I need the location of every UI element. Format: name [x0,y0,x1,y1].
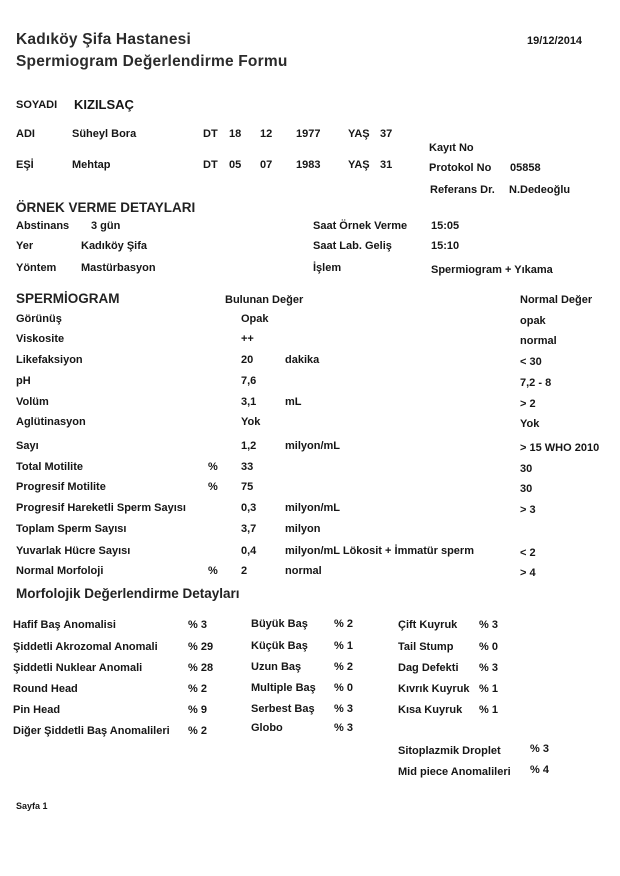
dob-year: 1977 [296,128,321,140]
found-value-header: Bulunan Değer [225,294,304,306]
name-value: Süheyl Bora [72,128,137,140]
morph-col3-label: Dag Defekti [398,662,459,674]
morph-col1-label: Hafif Baş Anomalisi [13,619,116,631]
sperm-row-unit: milyon/mL [285,440,341,452]
morph-extra-value: % 4 [530,764,549,776]
procedure-value: Spermiogram + Yıkama [431,264,553,276]
sperm-row-percent: % [208,461,218,473]
sperm-row-label: Progresif Hareketli Sperm Sayısı [16,502,186,514]
sperm-row-value: 20 [241,354,254,366]
morph-col3-label: Tail Stump [398,641,454,653]
sperm-row-normal: > 3 [520,504,536,516]
morph-col3-label: Kıvrık Kuyruk [398,683,470,695]
sperm-row-unit: normal [285,565,322,577]
morph-col3-value: % 0 [479,641,498,653]
hospital-name: Kadıköy Şifa Hastanesi [16,31,191,48]
sperm-row-label: Total Motilite [16,461,84,473]
sperm-row-label: pH [16,375,31,387]
sperm-row-normal: 7,2 - 8 [520,377,552,389]
sperm-row-unit: milyon/mL Lökosit + İmmatür sperm [285,545,474,557]
sperm-row-normal: opak [520,315,546,327]
spouse-label: EŞİ [16,159,34,171]
morph-col2-label: Uzun Baş [251,661,302,673]
sample-section-title: ÖRNEK VERME DETAYLARI [16,200,196,215]
sperm-row-value: 3,7 [241,523,257,535]
sperm-row-label: Volüm [16,396,49,408]
method-label: Yöntem [16,262,57,274]
lab-time-value: 15:10 [431,240,460,252]
dob-month: 12 [260,128,273,140]
morph-col3-value: % 3 [479,619,498,631]
sperm-row-label: Toplam Sperm Sayısı [16,523,127,535]
normal-value-header: Normal Değer [520,294,593,306]
morph-col1-value: % 2 [188,725,207,737]
morph-col3-label: Çift Kuyruk [398,619,458,631]
spouse-dob-label: DT [203,159,218,171]
morph-col1-label: Şiddetli Akrozomal Anomali [13,641,158,653]
sperm-row-label: Progresif Motilite [16,481,106,493]
sperm-row-normal: normal [520,335,557,347]
sperm-row-label: Görünüş [16,313,62,325]
sperm-row-unit: mL [285,396,302,408]
sperm-row-label: Viskosite [16,333,65,345]
sperm-row-normal: Yok [520,418,540,430]
morph-col2-value: % 3 [334,703,353,715]
morph-col2-value: % 0 [334,682,353,694]
protocol-label: Protokol No [429,162,492,174]
referral-label: Referans Dr. [430,184,495,196]
morph-col1-value: % 3 [188,619,207,631]
sperm-row-normal: 30 [520,483,533,495]
morph-col2-value: % 1 [334,640,353,652]
spouse-dob-year: 1983 [296,159,321,171]
method-value: Mastürbasyon [81,262,156,274]
spouse-age-label: YAŞ [348,159,370,171]
place-label: Yer [16,240,34,252]
sperm-row-value: Opak [241,313,269,325]
procedure-label: İşlem [313,262,342,274]
sperm-row-normal: > 4 [520,567,536,579]
protocol-value: 05858 [510,162,541,174]
sperm-row-normal: < 2 [520,547,536,559]
sperm-row-label: Normal Morfoloji [16,565,104,577]
morph-extra-value: % 3 [530,743,549,755]
sperm-row-value: 7,6 [241,375,257,387]
morph-col1-label: Diğer Şiddetli Baş Anomalileri [13,725,170,737]
abstinence-label: Abstinans [16,220,70,232]
spermiogram-section-title: SPERMİOGRAM [16,291,120,306]
sperm-row-normal: > 2 [520,398,536,410]
sperm-row-label: Sayı [16,440,39,452]
morph-col2-label: Büyük Baş [251,618,308,630]
sperm-row-value: 75 [241,481,254,493]
sperm-row-value: 2 [241,565,248,577]
morph-col1-label: Şiddetli Nuklear Anomali [13,662,143,674]
spouse-dob-month: 07 [260,159,273,171]
sperm-row-unit: dakika [285,354,320,366]
form-title: Spermiogram Değerlendirme Formu [16,53,288,70]
sperm-row-percent: % [208,481,218,493]
morph-col1-value: % 28 [188,662,214,674]
report-date: 19/12/2014 [527,35,583,47]
morph-col2-value: % 2 [334,618,353,630]
sperm-row-value: 3,1 [241,396,257,408]
surname-label: SOYADI [16,99,58,111]
sperm-row-unit: milyon/mL [285,502,341,514]
morph-col2-label: Multiple Baş [251,682,316,694]
sperm-row-value: 0,3 [241,502,257,514]
sperm-row-normal: 30 [520,463,533,475]
spouse-age-value: 31 [380,159,393,171]
morph-col2-value: % 2 [334,661,353,673]
sperm-row-normal: > 15 WHO 2010 [520,442,600,454]
morph-col3-value: % 1 [479,683,498,695]
age-value: 37 [380,128,393,140]
morph-col3-value: % 1 [479,704,498,716]
morph-col2-value: % 3 [334,722,353,734]
record-no-label: Kayıt No [429,142,474,154]
dob-day: 18 [229,128,242,140]
place-value: Kadıköy Şifa [81,240,148,252]
sperm-row-percent: % [208,565,218,577]
morph-col1-label: Pin Head [13,704,61,716]
sperm-row-value: 33 [241,461,254,473]
sample-time-label: Saat Örnek Verme [313,220,408,232]
sperm-row-label: Aglütinasyon [16,416,86,428]
lab-time-label: Saat Lab. Geliş [313,240,392,252]
morph-col3-value: % 3 [479,662,498,674]
morph-col1-label: Round Head [13,683,78,695]
sperm-row-unit: milyon [285,523,321,535]
morph-extra-label: Mid piece Anomalileri [398,766,511,778]
spouse-name: Mehtap [72,159,111,171]
name-label: ADI [16,128,35,140]
dob-label: DT [203,128,218,140]
sperm-row-value: Yok [241,416,261,428]
morph-col1-value: % 2 [188,683,207,695]
morph-col2-label: Globo [251,722,283,734]
morph-col3-label: Kısa Kuyruk [398,704,463,716]
abstinence-value: 3 gün [91,220,121,232]
spouse-dob-day: 05 [229,159,242,171]
sperm-row-value: ++ [241,333,254,345]
morphology-section-title: Morfolojik Değerlendirme Detayları [16,586,240,601]
page-number: Sayfa 1 [16,801,48,811]
morph-col1-value: % 9 [188,704,207,716]
surname-value: KIZILSAÇ [74,97,134,112]
sperm-row-label: Likefaksiyon [16,354,83,366]
sperm-row-normal: < 30 [520,356,542,368]
morph-extra-label: Sitoplazmik Droplet [398,745,501,757]
morph-col1-value: % 29 [188,641,214,653]
sample-time-value: 15:05 [431,220,460,232]
sperm-row-value: 0,4 [241,545,257,557]
sperm-row-value: 1,2 [241,440,257,452]
morph-col2-label: Serbest Baş [251,703,315,715]
sperm-row-label: Yuvarlak Hücre Sayısı [16,545,131,557]
morph-col2-label: Küçük Baş [251,640,308,652]
referral-doctor: N.Dedeoğlu [509,184,571,196]
age-label: YAŞ [348,128,370,140]
